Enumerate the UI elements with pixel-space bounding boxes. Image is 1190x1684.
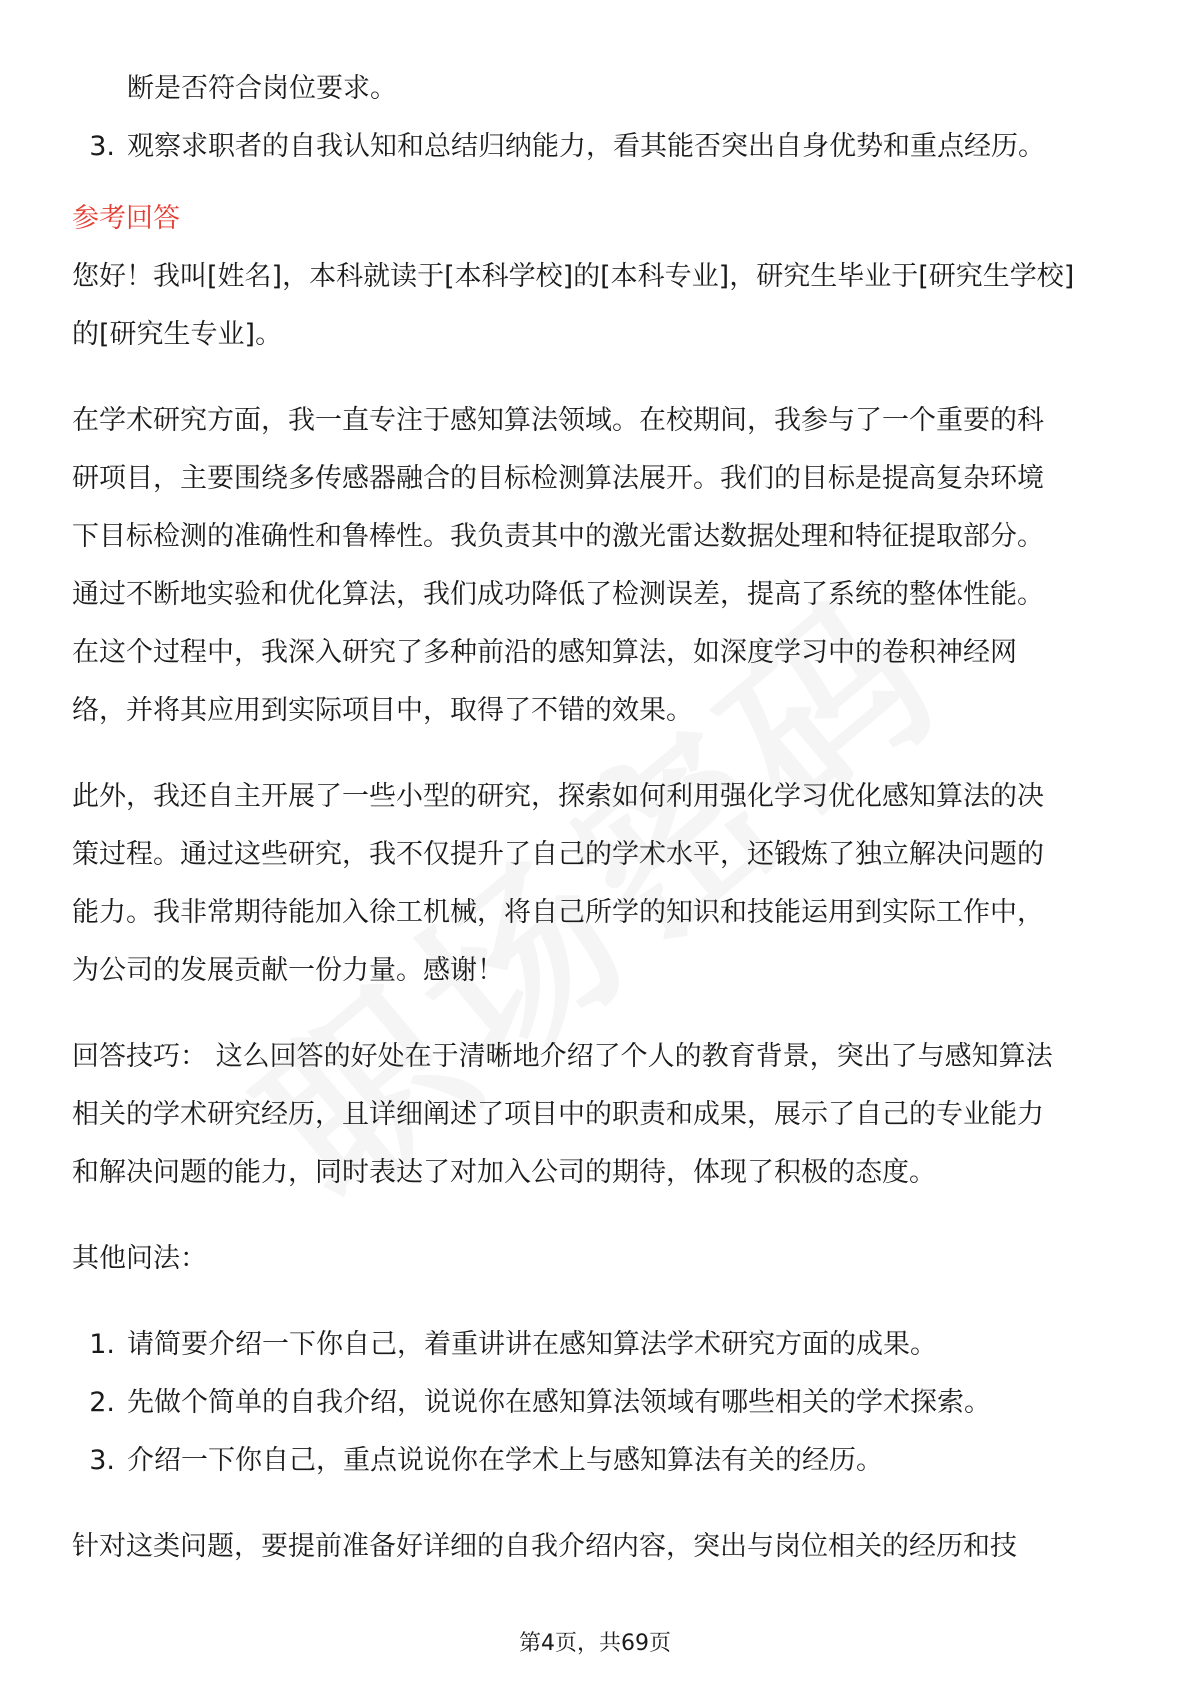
list-text: 观察求职者的自我认知和总结归纳能力，看其能否突出自身优势和重点经历。 bbox=[127, 131, 1045, 162]
list-text: 请简要介绍一下你自己，着重讲讲在感知算法学术研究方面的成果。 bbox=[127, 1329, 937, 1360]
additional-line: 此外，我还自主开展了一些小型的研究，探索如何利用强化学习优化感知算法的决 bbox=[72, 781, 1044, 812]
list-number: 3. bbox=[89, 131, 115, 162]
additional-line: 策过程。通过这些研究，我不仅提升了自己的学术水平，还锻炼了独立解决问题的 bbox=[72, 839, 1044, 870]
page-footer: 第4页，共69页 bbox=[519, 1631, 671, 1656]
academic-line: 在这个过程中，我深入研究了多种前沿的感知算法，如深度学习中的卷积神经网 bbox=[72, 637, 1017, 668]
reference-answer-heading: 参考回答 bbox=[72, 203, 180, 234]
tips-line: 回答技巧： 这么回答的好处在于清晰地介绍了个人的教育背景，突出了与感知算法 bbox=[72, 1041, 1053, 1072]
intro-line: 的[研究生专业]。 bbox=[72, 319, 283, 350]
list-item bbox=[72, 118, 1122, 176]
academic-line: 下目标检测的准确性和鲁棒性。我负责其中的激光雷达数据处理和特征提取部分。 bbox=[72, 521, 1044, 552]
additional-line: 为公司的发展贡献一份力量。感谢！ bbox=[72, 955, 504, 986]
academic-line: 在学术研究方面，我一直专注于感知算法领域。在校期间，我参与了一个重要的科 bbox=[72, 405, 1044, 436]
academic-line: 络，并将其应用到实际项目中，取得了不错的效果。 bbox=[72, 695, 693, 726]
academic-line: 研项目，主要围绕多传感器融合的目标检测算法展开。我们的目标是提高复杂环境 bbox=[72, 463, 1044, 494]
list-item bbox=[72, 1374, 1122, 1432]
list-number: 1. bbox=[89, 1329, 115, 1360]
list-item bbox=[72, 1432, 1122, 1490]
additional-line: 能力。我非常期待能加入徐工机械，将自己所学的知识和技能运用到实际工作中， bbox=[72, 897, 1044, 928]
intro-line: 您好！我叫[姓名]，本科就读于[本科学校]的[本科专业]，研究生毕业于[研究生学校] bbox=[72, 261, 1075, 292]
list-item bbox=[72, 1316, 1122, 1374]
document-body bbox=[72, 60, 1122, 1576]
list-text: 介绍一下你自己，重点说说你在学术上与感知算法有关的经历。 bbox=[127, 1445, 883, 1476]
list-number: 3. bbox=[89, 1445, 115, 1476]
academic-line: 通过不断地实验和优化算法，我们成功降低了检测误差，提高了系统的整体性能。 bbox=[72, 579, 1044, 610]
list-continuation: 断是否符合岗位要求。 bbox=[127, 73, 397, 104]
closing-line: 针对这类问题，要提前准备好详细的自我介绍内容，突出与岗位相关的经历和技 bbox=[72, 1531, 1017, 1562]
list-text: 先做个简单的自我介绍，说说你在感知算法领域有哪些相关的学术探索。 bbox=[127, 1387, 991, 1418]
tips-line: 和解决问题的能力，同时表达了对加入公司的期待，体现了积极的态度。 bbox=[72, 1157, 936, 1188]
tips-line: 相关的学术研究经历，且详细阐述了项目中的职责和成果，展示了自己的专业能力 bbox=[72, 1099, 1044, 1130]
other-questions-heading: 其他问法： bbox=[72, 1243, 207, 1274]
list-number: 2. bbox=[89, 1387, 115, 1418]
